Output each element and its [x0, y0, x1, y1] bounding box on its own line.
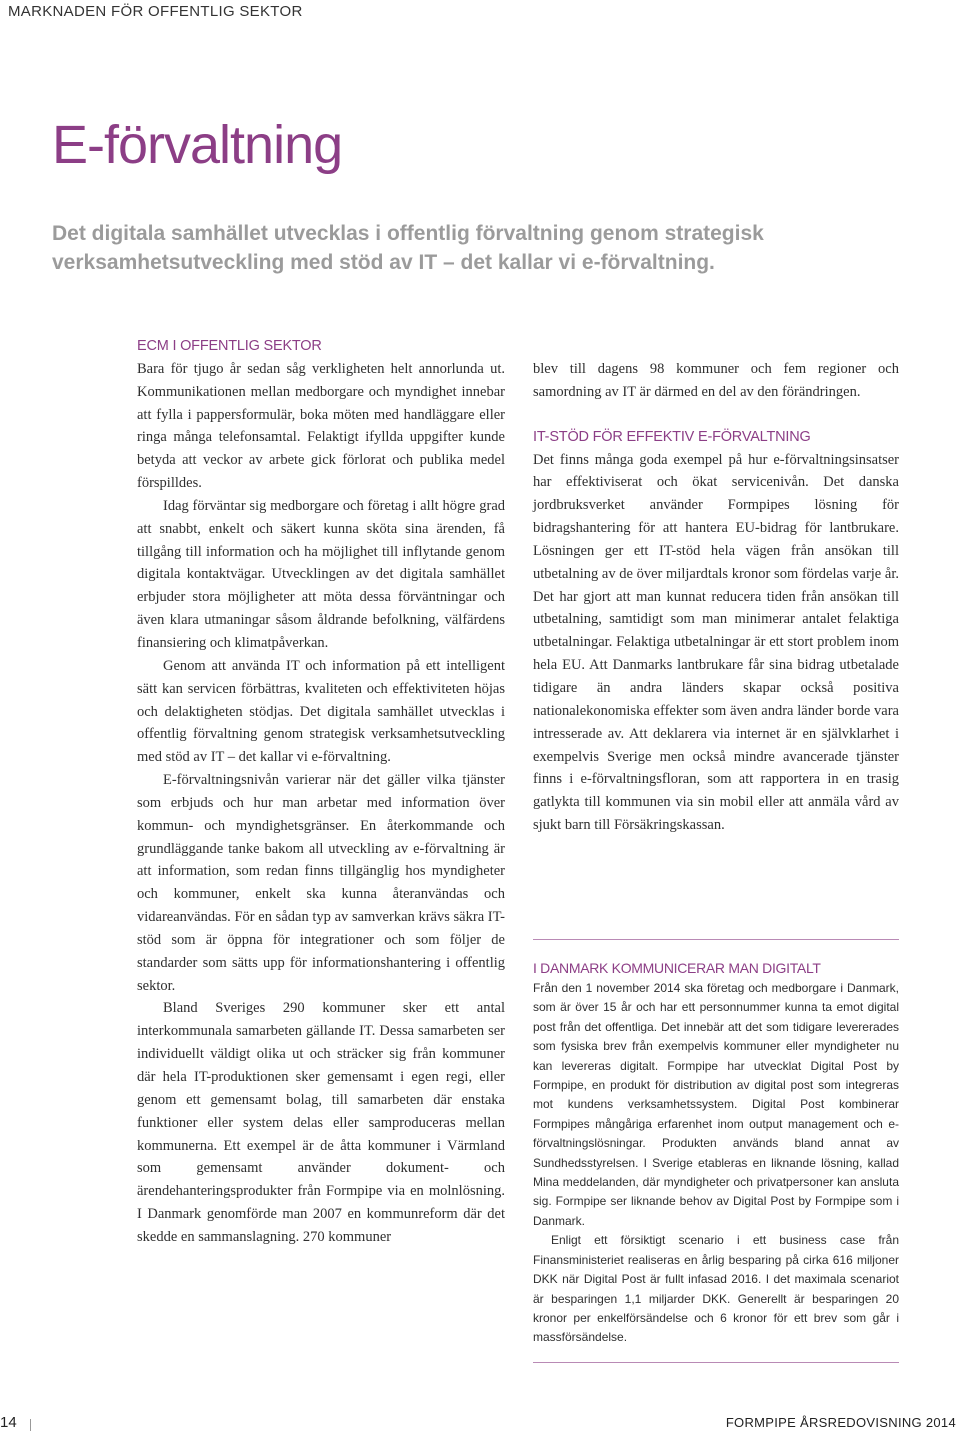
lead-paragraph — [52, 219, 852, 277]
body-paragraph: blev till dagens 98 kommuner och fem regioner och samordning av IT är därmed en del av den förändringen. — [533, 361, 899, 400]
body-paragraph: Bara för tjugo år sedan såg verkligheten helt annorlunda ut. Kommunikationen mellan medborgare och myndighet innebar att fylla i pappersformulär, boka möten med handläggare eller ringa många telefonsamtal. Felaktigt ifyllda uppgifter kunde betyda att veckor av arbete gick förlorat och publika medel förspilldes. — [137, 360, 505, 492]
left-column — [137, 335, 505, 1249]
section-heading: ECM I OFFENTLIG SEKTOR — [137, 338, 322, 354]
body-paragraph: Bland Sveriges 290 kommuner sker ett antal interkommunala samarbeten gällande IT. Dessa samarbeten ser individuellt väldigt olika ut och sträcker sig från kommuner där hela IT-produktionen sker gemensamt i egen regi, eller genom ett gemensamt bolag, till samarbeten där enstaka funktioner eller system delas eller samproduceras mellan kommunerna. Ett exempel är de åtta kommuner i Värmland som gemensamt använder dokument- och ärendehanteringsprodukter från Formpipe via en molnlösning. I Danmark genomförde man 2007 en kommunreform där det skedde en sammanslagning. 270 kommuner — [137, 1000, 505, 1245]
section-heading: IT-STÖD FÖR EFFEKTIV E-FÖRVALTNING — [533, 428, 811, 445]
body-paragraph: Genom att använda IT och information på ett intelligent sätt kan servicen förbättras, kvaliteten och effektiviteten höjas och delaktigheten stödjas. Det digitala samhället utvecklas i offentlig förvaltning genom strategisk verksamhetsutveckling med stöd av IT – det kallar vi e-förvaltning. — [137, 657, 505, 766]
page-title: E-förvaltning — [52, 115, 343, 175]
section-label: MARKNADEN FÖR OFFENTLIG SEKTOR — [8, 3, 303, 20]
fact-box-paragraph: Från den 1 november 2014 ska företag och medborgare i Danmark, som är över 15 år och har ett personnummer kunna ta emot digital post från det offentliga. Det innebär att det som tidigare levererades som fysiska brev från exempelvis kommuner eller myndigheter nu kan levereras digitalt. Formpipe har utvecklat Digital Post by Formpipe, en produkt för distribution av digital post som integreras mot kundens verksamhetssystem. Digital Post kombinerar Formpipes mångåriga erfarenhet inom output management och e-förvaltningslösningar. Produkten används bland annat av Sundhedsstyrelsen. I Sverige etableras en liknande lösning, kallad Mina meddelanden, där myndigheter och privatpersoner kan ansluta sig. Formpipe ser liknande behov av Digital Post by Formpipe som i Danmark. — [533, 981, 899, 1228]
body-paragraph: Idag förväntar sig medborgare och företag i allt högre grad att snabbt, enkelt och säkert kunna sköta sina ärenden, få tillgång till information och ha möjlighet till inflytande genom digitala kontaktvägar. Utvecklingen av det digitala samhället erbjuder stora möjligheter att möta dessa förväntningar och även klara utmaningar såsom åldrande befolkning, välfärdens finansiering och klimatpåverkan. — [137, 497, 505, 651]
footer-divider — [30, 1419, 31, 1431]
page-number: 14 — [0, 1414, 17, 1431]
lead-line: Det digitala samhället utvecklas i offentlig förvaltning genom strategisk — [52, 222, 764, 245]
body-paragraph: E-förvaltningsnivån varierar när det gäller vilka tjänster som erbjuds och hur man arbetar med information över kommun- och myndighetsgränser. En återkommande och grundläggande tanke bakom all utveckling av e-förvaltning är att information, som redan finns tillgänglig hos myndigheter och kommuner, enkelt ska kunna återanvändas och vidareanvändas. För en sådan typ av samverkan krävs säkra IT-stöd som är öppna för integrationer och som följer de standarder som sätts upp för informationshantering i offentlig sektor. — [137, 772, 505, 994]
body-paragraph: Det finns många goda exempel på hur e-förvaltningsinsatser har effektiviserat och ökat servicenivån. Det danska jordbruksverket använder Formpipes lösning för bidragshantering för att hantera EU-bidrag för lantbrukare. Lösningen ger ett IT-stöd hela vägen från ansökan till utbetalning av de över miljardtals kronor som fördelas varje år. Det har gjort att man kunnat reducera tiden från ansökan till utbetalning, samtidigt som man minimerar antalet felaktiga utbetalningar. Felaktiga utbetalningar är ett stort problem inom hela EU. Att Danmarks lantbrukare får sina bidrag utbetalade tidigare än andra länders skapar också positiva nationalekonomiska effekter som även andra länder borde vara intresserade av. Att deklarera via internet är en självklarhet i exempelvis Sverige men också mindre avancerade tjänster finns i e-förvaltningsfloran, som att rapportera in en trasig gatlykta till kommunen via sin mobil eller att anmäla vård av sjukt barn till Försäkringskassan. — [533, 451, 899, 834]
lead-line: verksamhetsutveckling med stöd av IT – det kallar vi e-förvaltning. — [52, 251, 715, 274]
publication-title: FORMPIPE ÅRSREDOVISNING 2014 — [725, 1415, 956, 1430]
fact-box-heading: I DANMARK KOMMUNICERAR MAN DIGITALT — [533, 960, 821, 976]
right-column — [533, 358, 899, 837]
fact-box — [533, 939, 899, 1363]
fact-box-paragraph: Enligt ett försiktigt scenario i ett business case från Finansministeriet realiseras en årlig besparing på cirka 616 miljoner DKK när Digital Post är fullt infasad 2016. I det maximala scenariot är besparingen 1,1 miljarder DKK. Generellt är besparingen 20 kronor per enkelförsändelse och 6 kronor för ett brev som går i massförsändelse. — [533, 1233, 899, 1345]
